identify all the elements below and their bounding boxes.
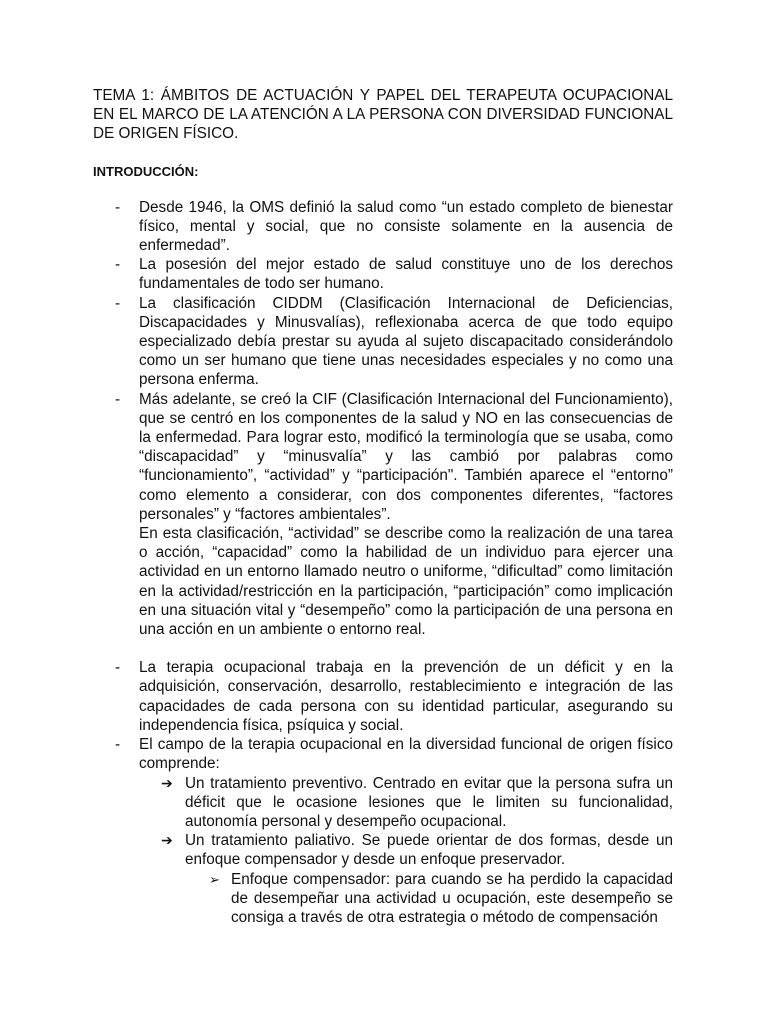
dash-bullet: - <box>115 294 121 312</box>
approach-list <box>93 870 673 928</box>
sub-sub-list-item <box>93 870 673 928</box>
sub-list-item <box>93 774 673 832</box>
list-item-text: El campo de la terapia ocupacional en la diversidad funcional de origen físico comprende: <box>139 736 673 773</box>
section-heading-introduccion: INTRODUCCIÓN: <box>93 163 199 179</box>
list-item-text: La terapia ocupacional trabaja en la prevención de un déficit y en la adquisición, conservación, desarrollo, restablecimiento e integración de las capacidades de cada persona con su identidad particular, asegurando su independencia física, psíquica y social. <box>139 659 673 734</box>
list-item <box>93 735 673 773</box>
dash-bullet: - <box>115 390 121 408</box>
document-body <box>93 86 673 927</box>
dash-bullet: - <box>115 198 121 216</box>
list-item-text: Más adelante, se creó la CIF (Clasificación Internacional del Funcionamiento), que se centró en los componentes de la salud y NO en las consecuencias de la enfermedad. Para lograr esto, modificó la terminología que se usaba, como “discapacidad” y “minusvalía” y las cambió por palabras como “funcionamiento”, “actividad” y “participación". También aparece el “entorno” como elemento a considerar, con dos componentes diferentes, “factores personales” y “factores ambientales”. <box>139 390 673 523</box>
list-item-text: La posesión del mejor estado de salud constituye uno de los derechos fundamentales de todo ser humano. <box>139 256 673 293</box>
list-item <box>93 390 673 524</box>
dash-bullet: - <box>115 256 121 274</box>
list-item <box>93 658 673 735</box>
list-item-text: La clasificación CIDDM (Clasificación Internacional de Deficiencias, Discapacidades y Minusvalías), reflexionaba acerca de que todo equipo especializado debía prestar su ayuda al sujeto discapacitado considerándolo como un ser humano que tiene unas necesidades especiales y no como una persona enferma. <box>139 294 673 389</box>
arrow-bullet-icon: ➔ <box>161 774 173 791</box>
arrow-bullet-icon: ➔ <box>161 832 173 849</box>
dash-bullet: - <box>115 659 121 677</box>
triangle-bullet-icon: ➢ <box>209 871 220 887</box>
dash-bullet: - <box>115 736 121 754</box>
list-item <box>93 198 673 256</box>
list-item <box>93 294 673 390</box>
document-title: TEMA 1: ÁMBITOS DE ACTUACIÓN Y PAPEL DEL TERAPEUTA OCUPACIONAL EN EL MARCO DE LA ATENCIÓN A LA PERSONA CON DIVERSIDAD FUNCIONAL DE ORIGEN FÍSICO. <box>93 87 673 143</box>
intro-list <box>93 198 673 524</box>
sub-list-item-text: Un tratamiento preventivo. Centrado en evitar que la persona sufra un déficit que le ocasione lesiones que le limiten su funcionalidad, autonomía personal y desempeño ocupacional. <box>185 774 673 830</box>
list-item-text: Desde 1946, la OMS definió la salud como “un estado completo de bienestar físico, mental y social, que no consiste solamente en la ausencia de enfermedad”. <box>139 198 673 255</box>
sub-list-item <box>93 831 673 869</box>
paragraph-spacer <box>93 639 673 658</box>
therapy-list <box>93 658 673 773</box>
sub-list-item-text: Un tratamiento paliativo. Se puede orientar de dos formas, desde un enfoque compensador y desde un enfoque preservador. <box>185 832 673 869</box>
treatment-list <box>93 774 673 870</box>
sub-sub-list-item-text: Enfoque compensador: para cuando se ha perdido la capacidad de desempeñar una actividad u ocupación, este desempeño se consiga a través de otra estrategia o método de compensación <box>231 870 673 926</box>
cif-definitions-paragraph: En esta clasificación, “actividad” se describe como la realización de una tarea o acción, “capacidad” como la habilidad de un individuo para ejercer una actividad en un entorno llamado neutro o uniforme, “dificultad” como limitación en la actividad/restricción en la participación, “participación” como implicación en una situación vital y “desempeño” como la participación de una persona en una acción en un ambiente o entorno real. <box>139 525 673 639</box>
list-item <box>93 255 673 293</box>
